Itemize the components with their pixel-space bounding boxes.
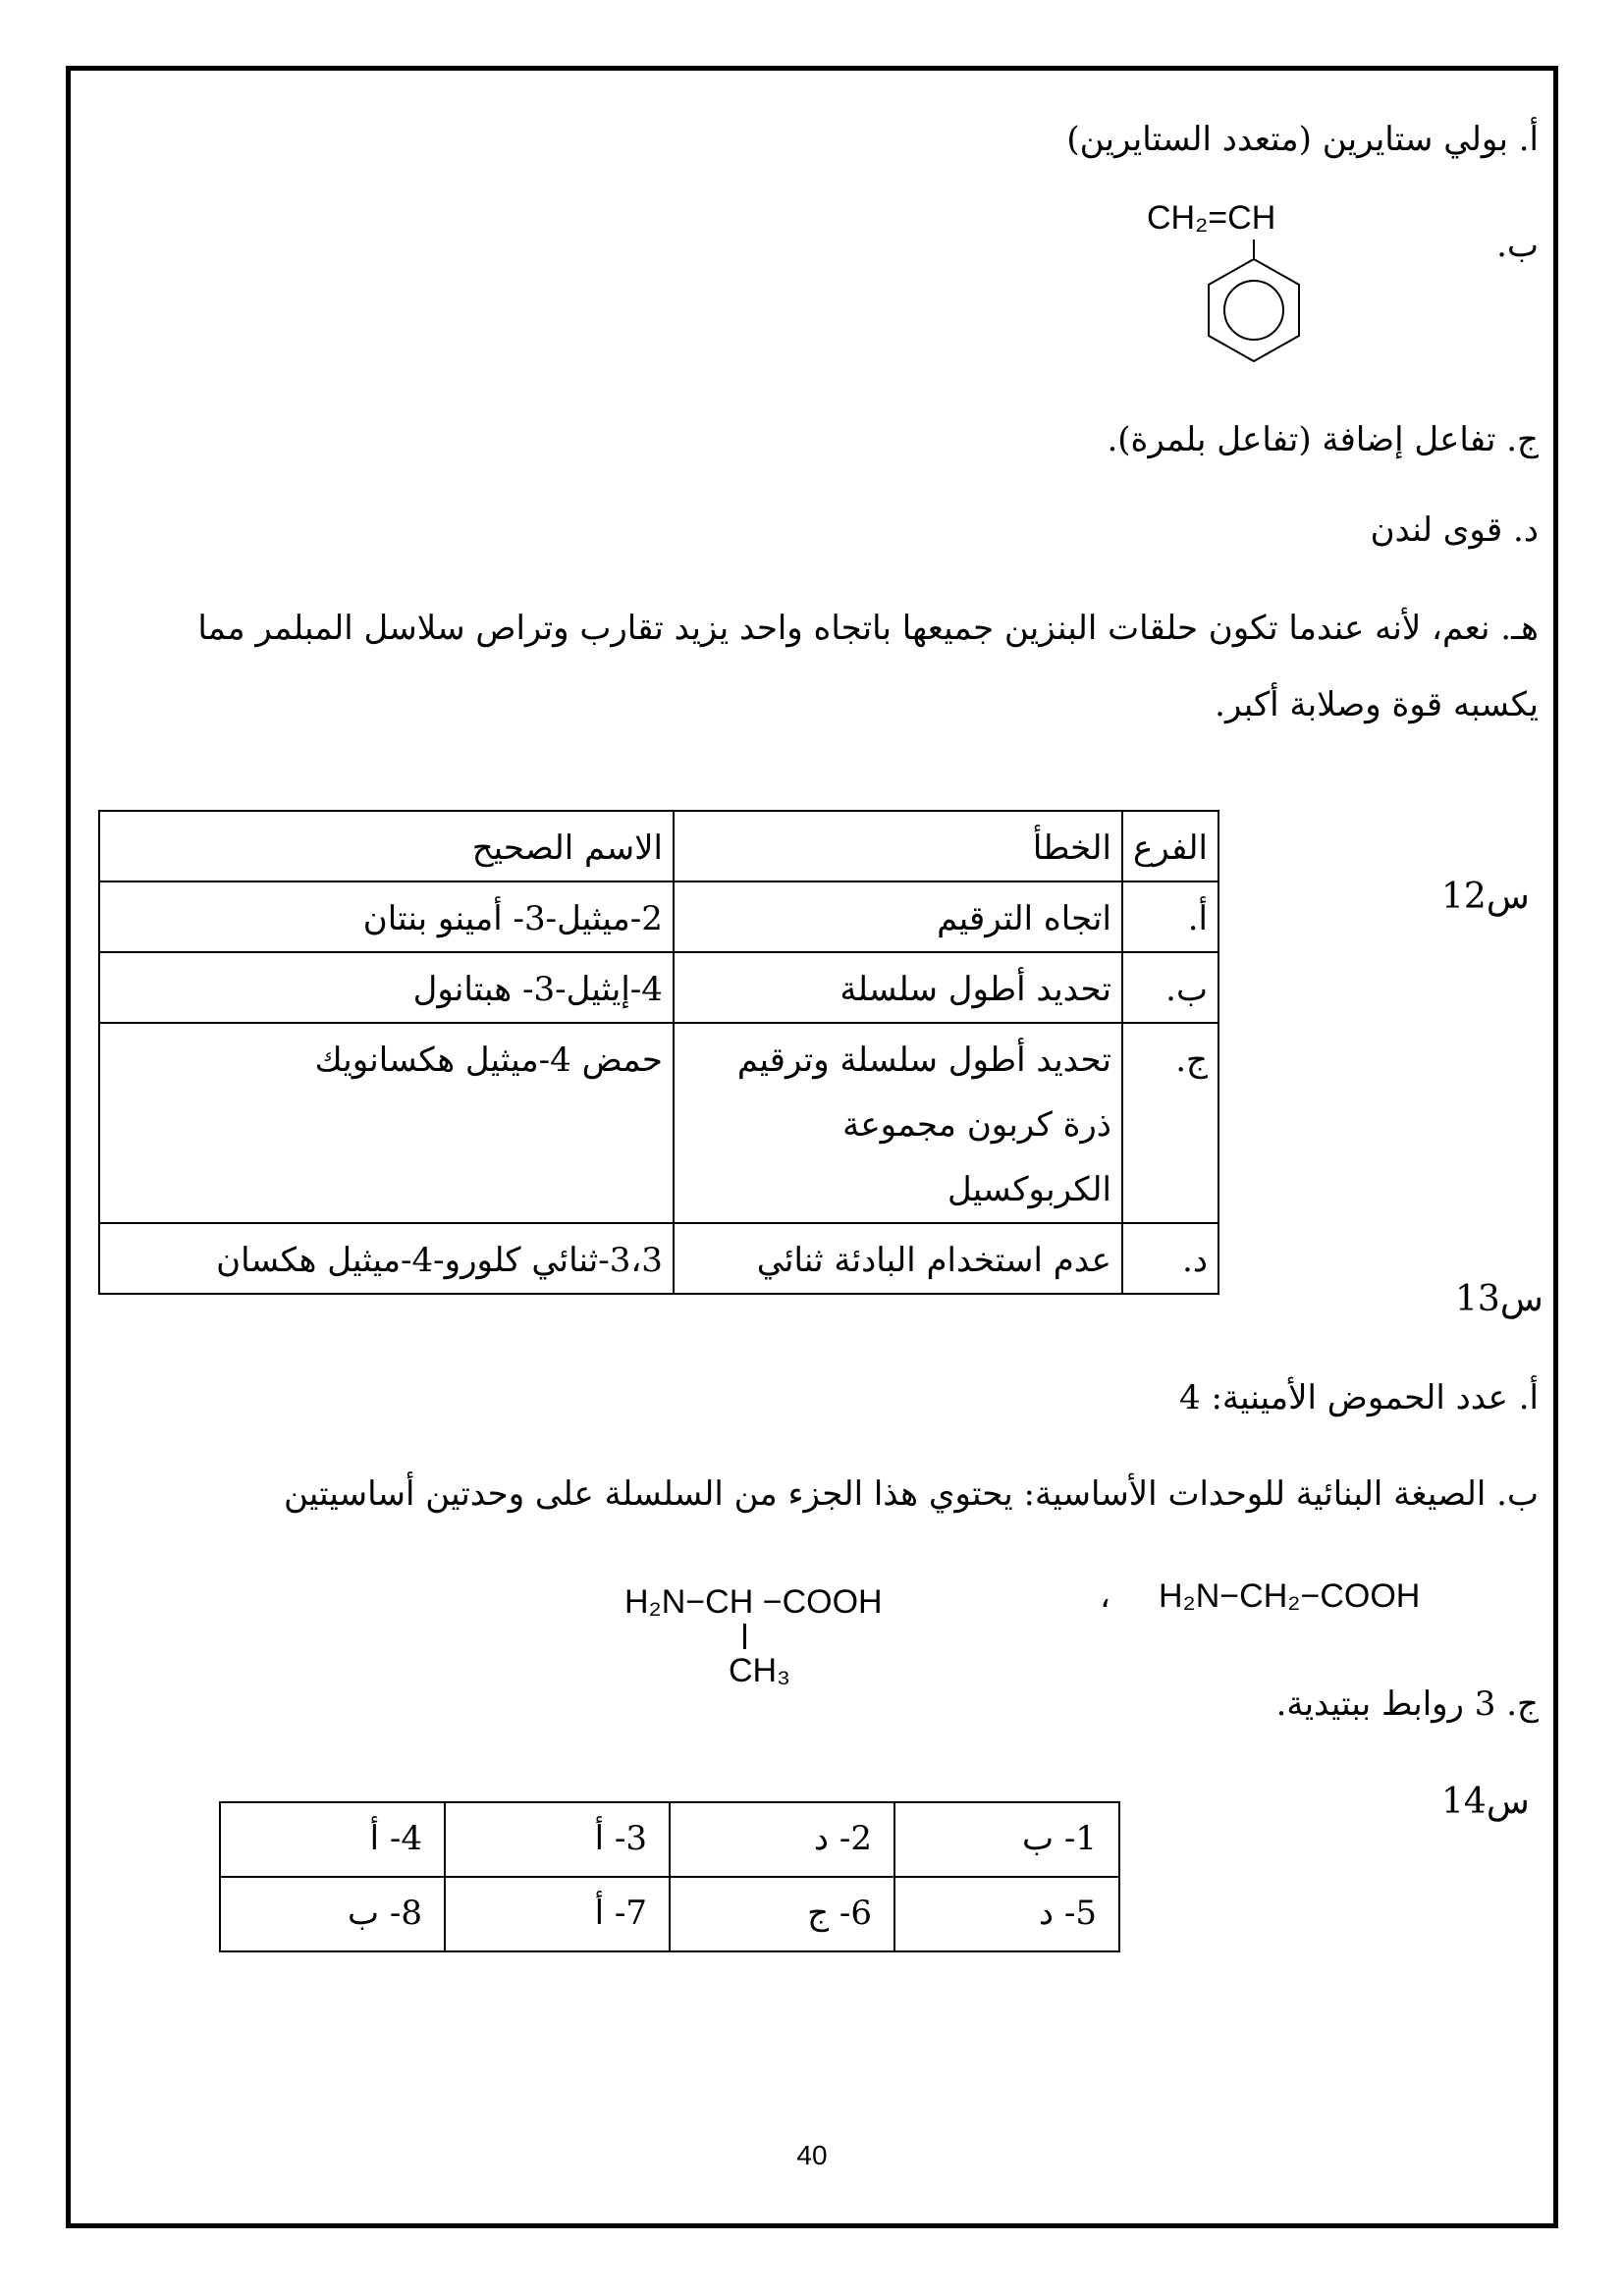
q12-label: س12 [1441,877,1530,917]
cell-correct-name: 4-إيثيل-3- هبتانول [99,952,674,1023]
cell-answer: 6- ج [670,1877,894,1951]
cell-answer: 5- د [894,1877,1119,1951]
q14-label: س14 [1441,1782,1530,1822]
styrene-formula: CH₂=CH [1147,199,1276,237]
cell-correct-name: حمض 4-ميثيل هكسانويك [99,1023,674,1223]
cell-correct-name: 2-ميثيل-3- أمينو بنتان [99,881,674,952]
q13-label: س13 [1455,1279,1543,1319]
glycine-formula: H₂N−CH₂−COOH [1159,1577,1421,1615]
cell-error: اتجاه الترقيم [674,881,1122,952]
cell-branch: أ. [1122,881,1218,952]
header-error: الخطأ [674,811,1122,881]
table-row [99,1223,1218,1294]
table-row [220,1877,1119,1951]
cell-branch: ب. [1122,952,1218,1023]
answer-e-line2: يكسبه قوة وصلابة أكبر. [1215,685,1539,724]
cell-answer: 1- ب [894,1802,1119,1877]
q13-answer-a: أ. عدد الحموض الأمينية: 4 [1179,1378,1539,1417]
cell-answer: 4- أ [220,1802,445,1877]
q13-answer-b: ب. الصيغة البنائية للوحدات الأساسية: يحتوي هذا الجزء من السلسلة على وحدتين أساسيتين [283,1474,1539,1514]
cell-answer: 7- أ [445,1877,670,1951]
answer-e-line1: هـ. نعم، لأنه عندما تكون حلقات البنزين جميعها باتجاه واحد يزيد تقارب وتراص سلاسل المبلمر مما [197,609,1539,648]
page-number: 40 [796,2140,828,2170]
table-header-row [99,811,1218,881]
alanine-bond-line [743,1624,746,1649]
cell-answer: 3- أ [445,1802,670,1877]
table-row [99,1023,1218,1223]
cell-error: تحديد أطول سلسلة وترقيم ذرة كربون مجموعة الكربوكسيل [674,1023,1122,1223]
q13-answer-c: ج. 3 روابط ببتيدية. [1275,1684,1539,1724]
header-correct-name: الاسم الصحيح [99,811,674,881]
alanine-methyl: CH₃ [729,1652,790,1689]
benzene-ring-icon [1198,238,1306,363]
q12-table [98,810,1219,1295]
cell-error: عدم استخدام البادئة ثنائي [674,1223,1122,1294]
header-branch: الفرع [1122,811,1218,881]
table-row [99,952,1218,1023]
formula-separator: ، [1100,1577,1110,1615]
alanine-formula: H₂N−CH −COOH [624,1583,883,1621]
answer-d: د. قوى لندن [1370,510,1539,550]
cell-correct-name: 3،3-ثنائي كلورو-4-ميثيل هكسان [99,1223,674,1294]
answer-b-label: ب. [1496,226,1539,265]
cell-answer: 2- د [670,1802,894,1877]
cell-branch: د. [1122,1223,1218,1294]
cell-error: تحديد أطول سلسلة [674,952,1122,1023]
table-row [99,881,1218,952]
table-row [220,1802,1119,1877]
q14-table [219,1801,1120,1952]
answer-a: أ. بولي ستايرين (متعدد الستايرين) [1066,120,1539,159]
cell-answer: 8- ب [220,1877,445,1951]
cell-branch: ج. [1122,1023,1218,1223]
answer-c: ج. تفاعل إضافة (تفاعل بلمرة). [1107,420,1539,459]
